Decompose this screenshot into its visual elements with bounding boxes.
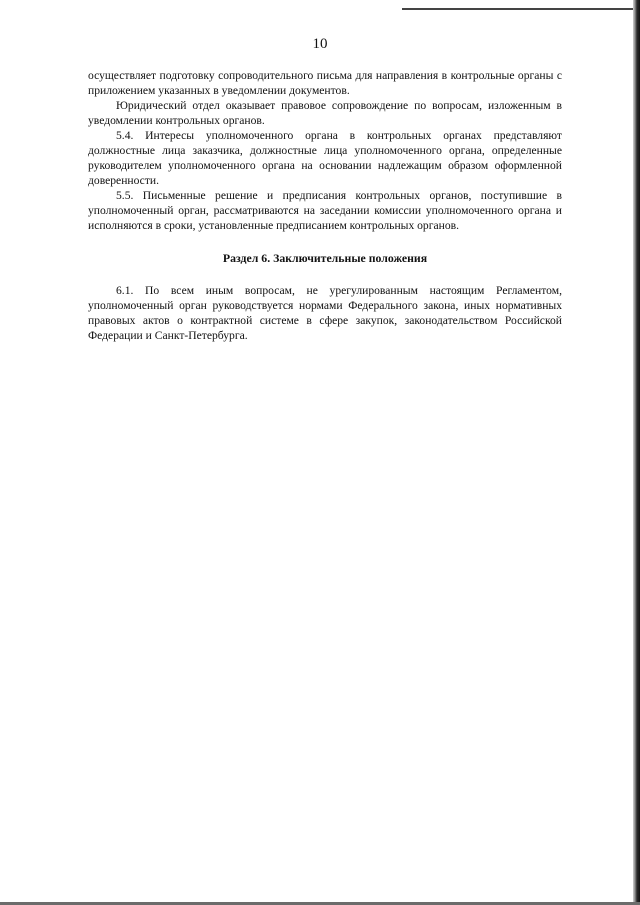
paragraph-legal-department: Юридический отдел оказывает правовое сопровождение по вопросам, изложенным в уведомлении контрольных органов.: [88, 99, 562, 127]
paragraph-continuation: осуществляет подготовку сопроводительного письма для направления в контрольные органы с приложением указанных в уведомлении документов.: [88, 69, 562, 97]
page-number: 10: [312, 36, 328, 52]
paragraph-5-4: 5.4. Интересы уполномоченного органа в контрольных органах представляют должностные лица заказчика, должностные лица уполномоченного органа, определенные руководителем уполномоченного органа на основании надлежащим образом оформленной доверенности.: [88, 129, 562, 187]
scan-top-rule: [402, 8, 640, 10]
document-body: [88, 68, 562, 343]
paragraph-5-5: 5.5. Письменные решение и предписания контрольных органов, поступившие в уполномоченный орган, рассматриваются на заседании комиссии уполномоченного органа и исполняются в сроки, установленные предписанием контрольных органов.: [88, 189, 562, 232]
paragraph-6-1: 6.1. По всем иным вопросам, не урегулированным настоящим Регламентом, уполномоченный орган руководствуется нормами Федерального закона, иных нормативных правовых актов о контрактной системе в сфере закупок, законодательством Российской Федерации и Санкт-Петербурга.: [88, 284, 562, 342]
scan-right-edge: [633, 0, 640, 905]
section-heading: Раздел 6. Заключительные положения: [222, 251, 428, 265]
